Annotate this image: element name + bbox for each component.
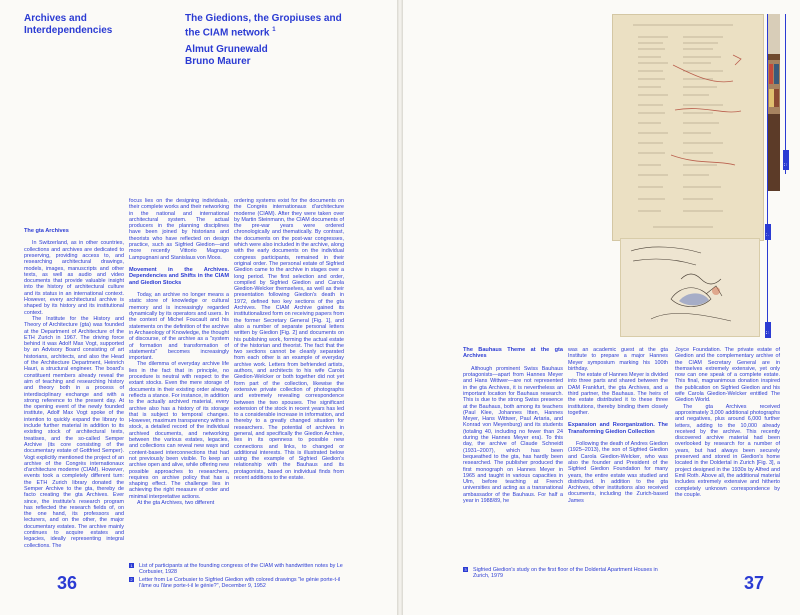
body-paragraph: The estate of Hannes Meyer is divided into three parts and shared between the DAM Frankfurt, the gta Archives, and a third partner, the Bauhaus. The heirs of the estate distributed it to these three institutions, thereby binding them closely together. <box>568 372 668 416</box>
figure-guide-line <box>785 14 786 174</box>
article-title-line: The Giedions, the Gropiuses and <box>185 13 342 24</box>
figure-colored-sketch <box>620 238 760 337</box>
figure-guide-line <box>767 240 768 338</box>
figure-caption <box>129 577 344 590</box>
figure-marker-1 <box>765 224 771 240</box>
caption-text: Letter from Le Corbusier to Sigfried Giedion with colored drawings "le génie porte-t-il l'âme ou l'âne porte-t-il le génie?", December 9, 1952 <box>139 576 341 589</box>
column-heading: The Bauhaus Theme at the gta Archives <box>463 347 563 360</box>
colored-sketch-image <box>621 239 759 336</box>
caption-text: List of participants at the founding congress of the CIAM with handwritten notes by Le Corbusier, 1928 <box>139 563 343 576</box>
figure-study-photo <box>768 14 780 191</box>
left-column-3 <box>234 198 344 481</box>
body-paragraph: Following the death of Andres Giedion (1925–2013), the son of Sigfried Giedion and Carola Giedion-Welcker, who was also the founder and President of the Sigfried Giedion Foundation for many years, the entire estate was studied and distributed. In addition to the gta Archives, other institutions also received documents, including the Zurich-based James <box>568 441 668 504</box>
left-page <box>0 0 397 615</box>
body-paragraph: ordering systems exist for the documents on the Congrès internationaux d'architecture moderne (CIAM). After they were taken over by Martin Steinmann, the CIAM documents of the pre-war years were ordered chronologically and thematically. By contrast, the documents on the post-war congresses, which were also included in the archive, along with the early documents on the individual congress participants, remained in their original order. The personal estate of Sigfried Giedion came to the archive in stages over a long period. The first selection and order, compiled by Sigfried Giedion and Carola Giedion-Welcker themselves, as well as their presentation following Giedion's death in 1972, defined two key sections of the gta Archives. The CIAM Archive gained its institutionalized form on receiving papers from the former Secretary General [Fig. 1], and also a number of separate personal letters written by Giedion [Fig. 2] and documents on his publishing work, forming the actual estate of the historian and theorist. The fact that the two sections cannot be cleanly separated from each other is an example of everyday archive work. Letters from befriended artists, authors, and architects to his wife Carola Giedion-Welcker or both together did not yet form part of the collection, likewise the extensive private collection of photographs and extremely revealing correspondence between the two spouses. The significant extension of the stock in recent years has led to a considerable increase in information, and thereby to a greatly changed situation for researchers. The potential of archives in general, and specifically the Giedion Archive, lies in its openness to possible new connections and links, to changed or additional interests. This is illustrated below using the example of Sigfried Giedion's relationship with the Bauhaus and its protagonists, based on individual finds from recent additions to the estate. <box>234 198 344 482</box>
body-paragraph: The dilemma of everyday archive life lies in the fact that in principle, no procedure is neutral with respect to the extant stocks. Even the mere storage of documents in their existing order already reflects a stance. For instance, in addition to the actually archived material, every archive also has a history of its storage that is subject to temporal changes. However, maximum transparency within a stock, a detailed record of the individual archived documents, and networking between the various estates, legacies, and collections can reveal new ways and content-based interconnections that had not previously been visible. To keep an archive open and alive, while offering new possible approaches to researchers, requires on archive policy that has a shaping effect. The challenge lies in achieving the right measure of order and minimal interpretative actions. <box>129 361 229 500</box>
caption-number: 1 <box>130 563 133 568</box>
caption-text: Sigfried Giedion's study on the first floor of the Doldertal Apartment Houses in Zurich, 1979 <box>473 567 658 580</box>
figure-captions <box>129 563 344 590</box>
left-column-2 <box>129 198 229 506</box>
figure-marker-2 <box>765 322 771 338</box>
body-paragraph: was an academic guest at the gta Institute to prepare a major Hannes Meyer symposium marking his 100th birthday. <box>568 347 668 372</box>
body-paragraph: Joyce Foundation. The private estate of Giedion and the complementary archive of the CIAM Secretary General are in themselves extremely extensive, yet only now can one speak of a complete estate. This final, magnanimous donation inspired the publication on Sigfried Giedion and his wife Carola Giedion-Welcker entitled The Giedion World. <box>675 347 780 404</box>
study-photo-image <box>768 14 780 191</box>
figure-participant-list <box>612 14 764 241</box>
article-title <box>185 13 385 38</box>
figure-caption <box>463 567 668 580</box>
page-number: 37 <box>744 573 765 593</box>
title-footnote-marker: 1 <box>272 26 276 33</box>
column-heading: Expansion and Reorganization. The Transforming Giedion Collection <box>568 422 668 435</box>
section-heading-line: Interdependencies <box>24 24 113 36</box>
page-number: 36 <box>57 573 78 593</box>
column-heading: The gta Archives <box>24 228 69 234</box>
body-paragraph: The gta Archives received approximately 3,000 additional photographs and negatives, plus around 6,000 further letters, adding to the 10,000 already received by the archive. This recently discovered archive material had been overlooked by research for a number of years, but had always been securely preserved and stored in Giedion's home located in the Doldertal in Zurich [Fig. 3], a project designed in the 1930s by Alfred and Emil Roth. Above all, the additional material includes extremely extensive and hitherto completely unknown correspondence by the couple. <box>675 403 780 498</box>
right-column-2 <box>568 347 668 504</box>
left-column-1 <box>24 228 124 549</box>
body-paragraph: Although prominent Swiss Bauhaus protagonists—apart from Hannes Meyer and Hans Wittwer—are not represented in the gta Archives, it is nevertheless an important location for Bauhaus research. This is due to the strong Swiss presence at the Bauhaus, both among its teachers (Paul Klee, Johannes Itten, Hannes Meyer, Hans Wittwer, Paul Artaria, and Konrad von Meyenburg) and its students (totaling 40, including no fewer than 24 during the Hannes Meyer era). To this day, the archive of Claude Schneidt (1931–2007), which has been bequeathed to the gta, has hardly been researched. The publisher produced the first monograph on Hannes Meyer in 1965 and taught in various capacities in Ulm, before teaching at French universities and acting as a transnational ambassador of the Bauhaus. For half a year in 1988/89, he <box>463 365 563 505</box>
figure-marker-3 <box>783 150 789 170</box>
caption-number: 2 <box>130 576 133 582</box>
body-paragraph: At the gta Archives, two different <box>137 499 215 506</box>
body-paragraph: Today, an archive no longer means a static store of knowledge or cultural memory and is increasingly regarded dynamically by its operators and users. In the context of Michel Foucault and his statements on the definition of the archive in Archaeology of Knowledge, the thought of discourse, of the archive as a "system of formation and transformation of statements" becomes increasingly important. <box>129 292 229 362</box>
right-column-3 <box>675 347 780 498</box>
figure-caption <box>129 563 344 576</box>
figure-guide-line <box>767 14 768 240</box>
participant-list-image <box>613 15 763 240</box>
author-name: Almut Grunewald <box>185 44 268 55</box>
section-heading <box>24 13 112 36</box>
body-paragraph: In Switzerland, as in other countries, collections and archives are dedicated to preserving, providing access to, and researching architectural drawings, models, images, manuscripts and other texts, as well as audio and video documents that provide valuable insight into the history of architectural culture and its status in an international context. However, every architectural archive is shaped by its history and its institutional context. <box>24 240 124 316</box>
body-paragraph: The Institute for the History and Theory of Architecture (gta) was founded at the Department of Architecture of the ETH Zurich in 1967. The driving force behind it was Adolf Max Vogt, supported by an Advisory Board consisting of art historians, architects, and also the Head of the Architecture Department, Heinrich Hauri, a structural engineer. The board's constituent members already reveal the aim of teaching and researching history and theory both in a process of interdisciplinary exchange and with a strong reference to the present day. At the opening event of the newly founded institute, Adolf Max Vogt spoke of the intention to quickly expand the library to include further material in addition to its existing stock of architectural texts, treatises, and the so-called Semper Archive (its core consisting of the documentary estate of Gottfried Semper). Vogt explicitly mentioned the project of an archive of the Congrès internationaux d'architecture moderne (CIAM). However, events took a completely different turn: the ETH Zurich library donated the Semper Archive to the gta, thereby de facto creating the gta Archives. Ever since, the institute's research program has reflected the research fields of, on the one hand, its professors and lecturers, and on the other, the major documentary estates. The archive mainly continues to acquire estates and legacies, ideally representing integral collections. The <box>24 315 124 549</box>
right-column-1 <box>463 347 563 504</box>
section-heading-line: Archives and <box>24 13 87 24</box>
caption-number: 3 <box>464 567 467 572</box>
figure-captions <box>463 567 668 581</box>
authors <box>185 44 268 67</box>
column-heading: Movement in the Archives. Dependencies and Shifts in the CIAM and Giedion Stocks <box>129 266 229 286</box>
article-title-line: the CIAM network <box>185 26 270 38</box>
author-name: Bruno Maurer <box>185 55 251 67</box>
body-paragraph: focus lies on the designing individuals, their complete works and their networking in the national and international architectural system. The actual producers in the planning disciplines have been joined by historians and theorists who have reflected on design practice, such as Sigfried Giedion—and more recently Vittorio Magnago Lampugnani and Stanislaus von Moos. <box>129 198 229 261</box>
